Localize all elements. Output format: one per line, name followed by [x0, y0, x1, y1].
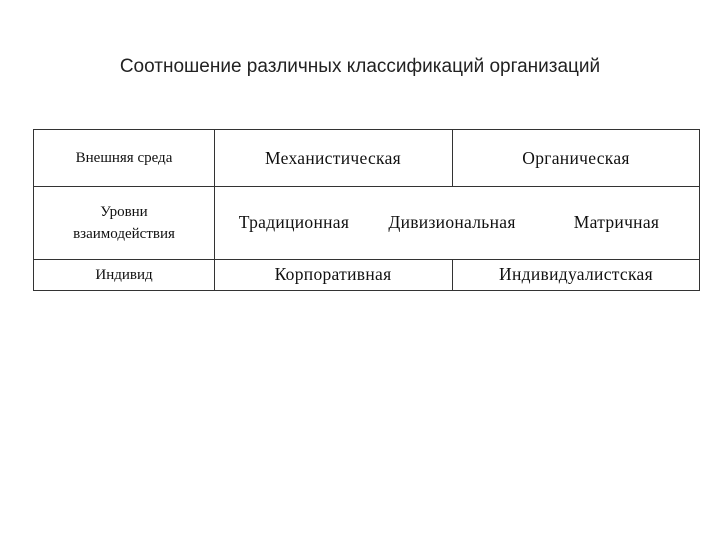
row-header-line1: Уровни	[100, 203, 148, 220]
row-header-individual: Индивид	[34, 259, 215, 290]
row-header-line2: взаимодействия	[73, 225, 175, 242]
cell-corporate: Корпоративная	[214, 259, 453, 290]
cell-matrix: Матричная	[573, 212, 660, 232]
row-header-environment: Внешняя среда	[34, 130, 215, 186]
cell-traditional: Традиционная	[238, 212, 350, 232]
slide-title: Соотношение различных классификаций организаций	[119, 56, 601, 77]
cell-divisional: Дивизиональная	[388, 212, 516, 232]
row-header-interaction-levels	[34, 186, 215, 259]
classification-table	[33, 129, 700, 291]
table-row-interaction-levels	[34, 186, 699, 260]
table-row-individual	[34, 259, 699, 290]
cell-mechanistic: Механистическая	[214, 130, 453, 186]
cell-individualist: Индивидуалистская	[499, 264, 653, 284]
cell-organic: Органическая	[522, 147, 630, 168]
table-row-environment	[34, 130, 699, 187]
